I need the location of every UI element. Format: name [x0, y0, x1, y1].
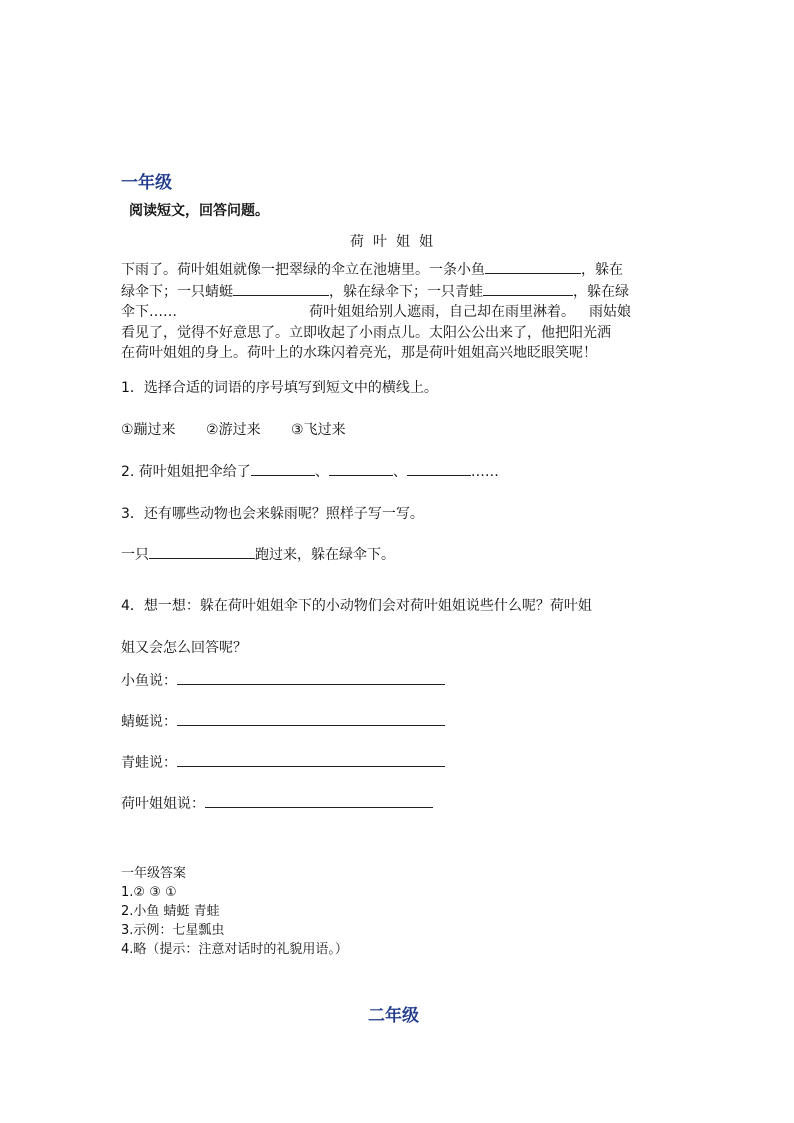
question-1: 1．选择合适的词语的序号填写到短文中的横线上。 [121, 380, 438, 396]
question-3: 3．还有哪些动物也会来躲雨呢？照样子写一写。 [121, 506, 424, 522]
answer-line-fish: 小鱼说： [121, 670, 445, 690]
blank-frog [177, 752, 445, 767]
question-2: 2. 荷叶姐姐把伞给了 、 、 …… [121, 461, 499, 481]
answer-2: 2.小鱼 蜻蜓 青蛙 [121, 904, 220, 919]
blank-3 [483, 281, 573, 296]
passage-line-5: 在荷叶姐姐的身上。荷叶上的水珠闪着亮光，那是荷叶姐姐高兴地眨眼笑呢！ [121, 345, 597, 361]
passage [121, 259, 681, 364]
option-3: ③飞过来 [291, 422, 346, 438]
blank-lotus [205, 793, 433, 808]
options [121, 419, 346, 439]
instruction: 阅读短文，回答问题。 [129, 203, 269, 219]
option-2: ②游过来 [206, 422, 261, 438]
passage-line-4: 看见了，觉得不好意思了。立即收起了小雨点儿。太阳公公出来了，他把阳光洒 [121, 324, 611, 341]
answer-4: 4.略（提示：注意对话时的礼貌用语。） [121, 942, 348, 957]
question-4: 4．想一想：躲在荷叶姐姐伞下的小动物们会对荷叶姐姐说些什么呢？荷叶姐 姐又会怎么回答呢？ [121, 598, 592, 656]
blank-q2-1 [251, 461, 315, 476]
answer-line-dragonfly: 蜻蜓说： [121, 711, 445, 731]
option-1: ①蹦过来 [121, 422, 176, 438]
blank-q3 [149, 544, 255, 559]
answers [121, 864, 348, 959]
passage-line-2: 绿伞下；一只蜻蜓 ，躲在绿伞下；一只青蛙 ，躲在绿 [121, 281, 681, 303]
blank-q2-3 [407, 461, 471, 476]
passage-line-1: 下雨了。荷叶姐姐就像一把翠绿的伞立在池塘里。一条小鱼 ，躲在 [121, 259, 681, 281]
blank-fish [177, 670, 445, 685]
answer-line-frog: 青蛙说： [121, 752, 445, 772]
answer-3: 3.示例：七星瓢虫 [121, 923, 225, 938]
question-3-example: 一只 跑过来，躲在绿伞下。 [121, 544, 395, 564]
blank-1 [485, 259, 581, 274]
answer-line-lotus: 荷叶姐姐说： [121, 793, 433, 813]
answer-1: 1.② ③ ① [121, 885, 177, 900]
answers-heading: 一年级答案 [121, 866, 187, 881]
blank-2 [233, 281, 329, 296]
blank-q2-2 [329, 461, 393, 476]
blank-dragonfly [177, 711, 445, 726]
grade-heading-1: 一年级 [121, 173, 172, 193]
passage-line-3: 伞下…… 荷叶姐姐给别人遮雨，自己却在雨里淋着。 雨姑娘 [121, 304, 631, 320]
passage-title: 荷叶姐姐 [350, 234, 442, 250]
grade-heading-2: 二年级 [368, 1006, 419, 1026]
